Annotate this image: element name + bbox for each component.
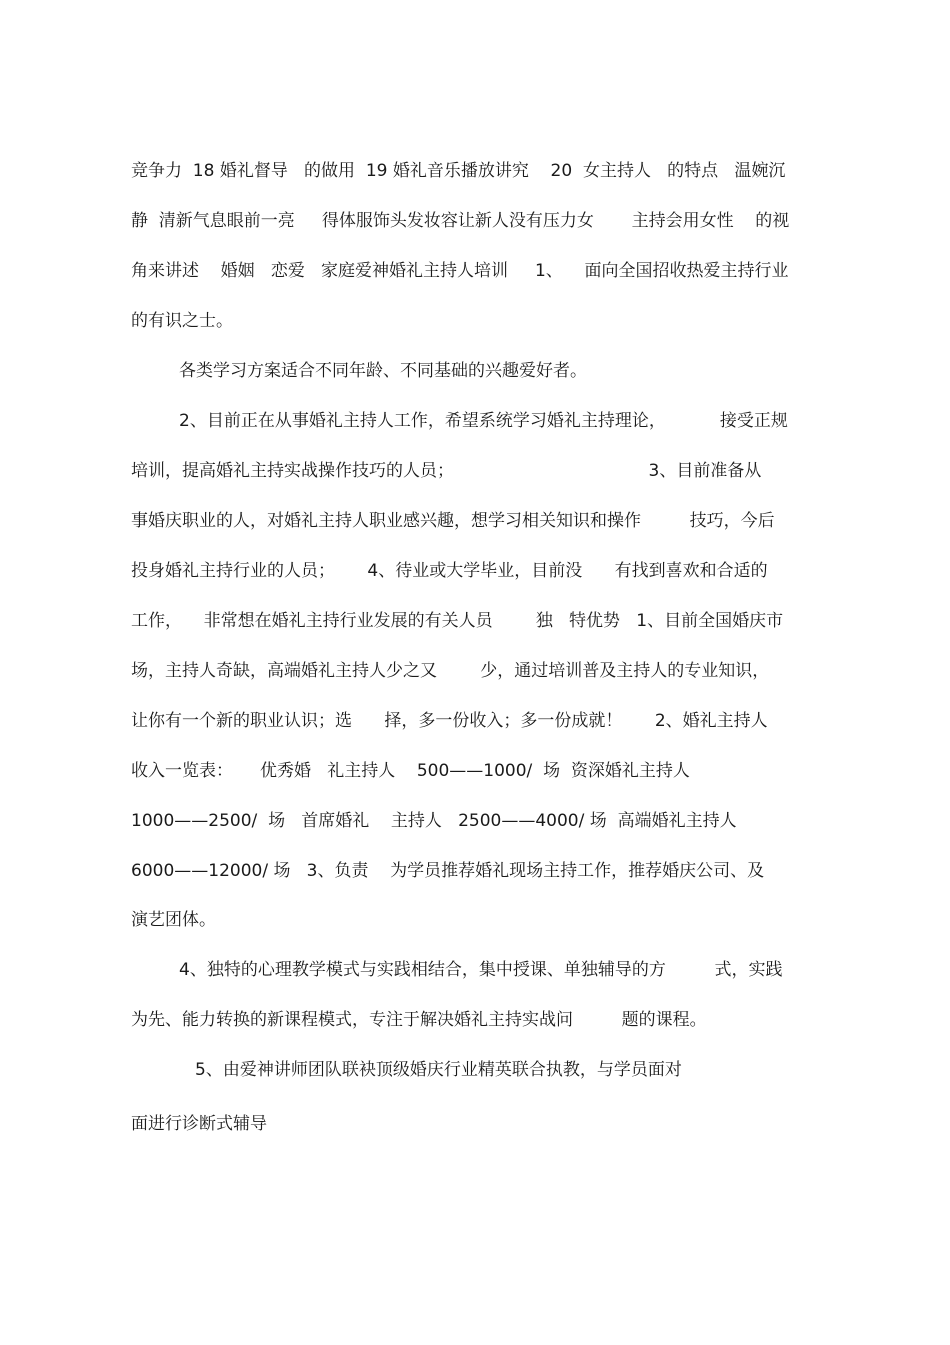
- text-line: 角来讲述 婚姻 恋爱 家庭爱神婚礼主持人培训 1、 面向全国招收热爱主持行业: [131, 261, 789, 281]
- paragraph-start-line: 4、独特的心理教学模式与实践相结合，集中授课、单独辅导的方 式，实践: [179, 960, 783, 980]
- text-line: 面进行诊断式辅导: [131, 1114, 267, 1134]
- text-line: 的有识之士。: [131, 311, 233, 331]
- text-line: 为先、能力转换的新课程模式，专注于解决婚礼主持实战问 题的课程。: [131, 1010, 707, 1030]
- text-line: 6000——12000/ 场 3、负责 为学员推荐婚礼现场主持工作，推荐婚庆公司、及: [131, 861, 765, 881]
- text-line: 竞争力 18 婚礼督导 的做用 19 婚礼音乐播放讲究 20 女主持人 的特点 温婉沉: [131, 161, 786, 181]
- text-line: 投身婚礼主持行业的人员； 4、待业或大学毕业，目前没 有找到喜欢和合适的: [131, 561, 768, 581]
- text-line: 工作， 非常想在婚礼主持行业发展的有关人员 独 特优势 1、目前全国婚庆市: [131, 611, 784, 631]
- paragraph-start-line: 各类学习方案适合不同年龄、不同基础的兴趣爱好者。: [179, 361, 587, 381]
- text-line: 培训，提高婚礼主持实战操作技巧的人员； 3、目前准备从: [131, 461, 762, 481]
- text-line: 静 清新气息眼前一亮 得体服饰头发妆容让新人没有压力女 主持会用女性 的视: [131, 211, 790, 231]
- paragraph-start-line: 5、由爱神讲师团队联袂顶级婚庆行业精英联合执教，与学员面对: [195, 1060, 682, 1080]
- text-line: 收入一览表： 优秀婚 礼主持人 500——1000/ 场 资深婚礼主持人: [131, 761, 690, 781]
- text-line: 演艺团体。: [131, 910, 216, 930]
- text-line: 事婚庆职业的人，对婚礼主持人职业感兴趣，想学习相关知识和操作 技巧，今后: [131, 511, 775, 531]
- text-line: 让你有一个新的职业认识；选 择，多一份收入；多一份成就！ 2、婚礼主持人: [131, 711, 768, 731]
- paragraph-start-line: 2、目前正在从事婚礼主持人工作，希望系统学习婚礼主持理论， 接受正规: [179, 411, 788, 431]
- text-line: 场，主持人奇缺，高端婚礼主持人少之又 少，通过培训普及主持人的专业知识，: [131, 661, 770, 681]
- text-line: 1000——2500/ 场 首席婚礼 主持人 2500——4000/ 场 高端婚礼主持人: [131, 811, 737, 831]
